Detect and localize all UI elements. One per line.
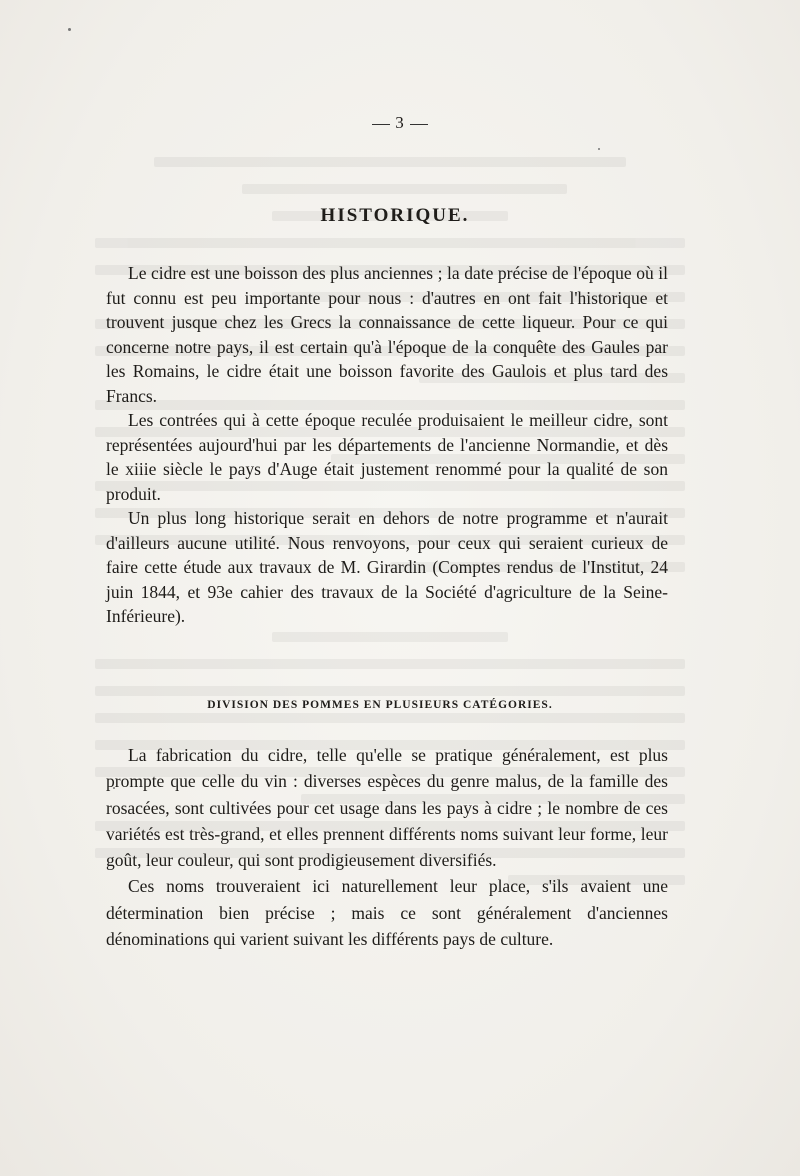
paper-speck [598,148,600,150]
page-number-value: 3 [395,113,405,132]
paragraph: La fabrication du cidre, telle qu'elle se pratique généralement, est plus prompte que celle du vin : diverses espèces du genre malus, de la famille des rosacées, sont cultivées pour cet usage dans les pays à cidre ; le nombre de ces variétés est très-grand, et elles prennent différents noms suivant leur forme, leur goût, leur couleur, qui sont prodigieusement diversifiés. [106,745,668,871]
paragraph: Le cidre est une boisson des plus anciennes ; la date précise de l'époque où il fut connu est peu importante pour nous : d'autres en ont fait l'historique et trouvent jusque chez les Grecs la connaissance de cette liqueur. Pour ce qui concerne notre pays, il est certain qu'à l'époque de la conquête des Gaules par les Romains, le cidre était une boisson favorite des Gaulois et plus tard des Francs. [106,263,668,406]
section-historique [106,261,668,629]
section-subtitle: DIVISION DES POMMES EN PLUSIEURS CATÉGORIES. [207,699,553,711]
page-number-dash-left [372,124,390,125]
paragraph: Les contrées qui à cette époque reculée produisaient le meilleur cidre, sont représentées aujourd'hui par les départements de l'ancienne Normandie, et dès le xiiie siècle le pays d'Auge était justement renommé pour la qualité de son produit. [106,410,668,504]
section-division [106,742,668,952]
paragraph: Un plus long historique serait en dehors de notre programme et n'aurait d'ailleurs aucune utilité. Nous renvoyons, pour ceux qui seraient curieux de faire cette étude aux travaux de M. Girardin (Comptes rendus de l'Institut, 24 juin 1844, et 93e cahier des travaux de la Société d'agriculture de la Seine-Inférieure). [106,508,668,626]
paper-speck [68,28,71,31]
paragraph: Ces noms trouveraient ici naturellement leur place, s'ils avaient une détermination bien précise ; mais ce sont généralement d'anciennes dénominations qui varient suivant les différents pays de culture. [106,876,668,950]
page-number-dash-right [410,124,428,125]
page-number [0,113,800,133]
page-title: HISTORIQUE. [320,205,470,226]
